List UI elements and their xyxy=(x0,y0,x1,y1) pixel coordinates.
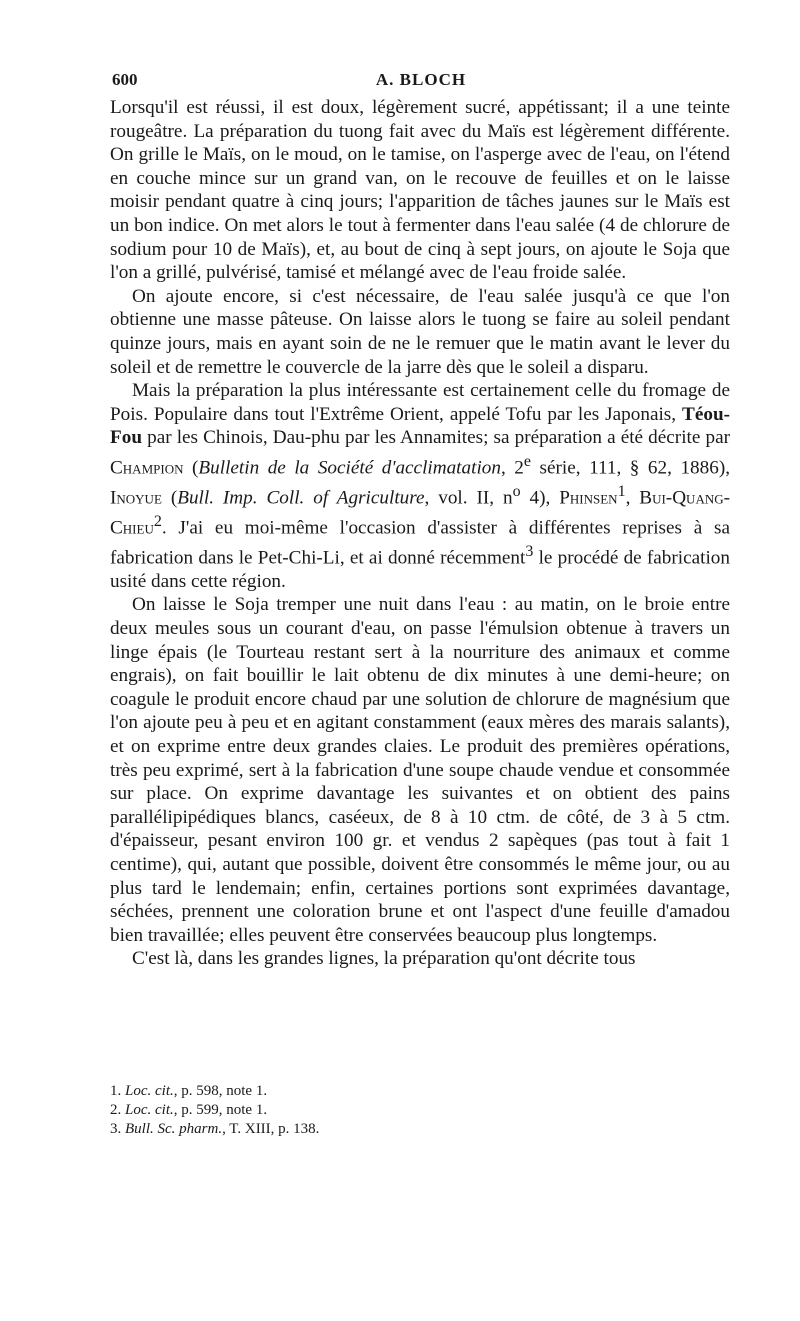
footnote-number: 3. xyxy=(110,1121,122,1137)
citation-bulletin: Bulletin de la Société d'acclimatation xyxy=(198,457,501,479)
page-number: 600 xyxy=(112,70,138,89)
text-run: , 2 xyxy=(500,457,524,479)
footnote-citation: Loc. cit. xyxy=(125,1083,174,1099)
author-phinsen: Phinsen xyxy=(559,487,618,509)
paragraph-2: On ajoute encore, si c'est nécessaire, de l'eau salée jusqu'à ce que l'on obtienne une masse pâteuse. On laisse alors le tuong se faire au soleil pendant quinze jours, mais en ayant soin de ne le remuer que le matin avant le lever du soleil et de remettre le couvercle de la jarre dès que le soleil a disparu. xyxy=(110,285,730,378)
footnote-text: , T. XIII, p. 138. xyxy=(222,1121,320,1137)
text-run: 4), xyxy=(520,487,560,509)
paragraph-3 xyxy=(110,379,730,593)
text-run: ( xyxy=(183,457,199,479)
text-run: par les Chinois, Dau-phu par les Annamites; sa préparation a été décrite par xyxy=(142,427,730,449)
footnote-number: 2. xyxy=(110,1102,122,1118)
running-header xyxy=(112,70,730,94)
superscript: o xyxy=(512,482,521,500)
author-inoyue: Inoyue xyxy=(110,487,162,509)
footnote-ref-1: 1 xyxy=(617,482,626,500)
superscript: e xyxy=(523,452,532,470)
footnote-ref-3: 3 xyxy=(525,542,534,560)
footnote-text: , p. 599, note 1. xyxy=(173,1102,268,1118)
footnote-text: , p. 598, note 1. xyxy=(173,1083,268,1099)
text-run: , vol. II, n xyxy=(424,487,513,509)
text-run: . J'ai eu moi-même l'occasion d'assister à différentes reprises à sa fabrication dans le Pet-Chi-Li, et ai donné récemment xyxy=(110,517,730,569)
paragraph-4: On laisse le Soja tremper une nuit dans l'eau : au matin, on le broie entre deux meules sous un courant d'eau, on passe l'émulsion obtenue à travers un linge épais (le Tourteau restant sert à la nourriture des animaux et comme engrais), on fait bouillir le lait obtenu de dix minutes à une demi-heure; on coagule le produit encore chaud par une solution de chlorure de magnésium que l'on ajoute peu à peu et en agitant constamment (eaux mères des marais salants), et on exprime entre deux grandes claies. Le produit des premières opérations, très peu exprimé, sert à la fabrication d'une soupe chaude vendue et consommée sur place. On exprime davantage les suivantes et on obtient des pains parallélipipédiques blancs, caséeux, de 8 à 10 ctm. de côté, de 3 à 5 ctm. d'épaisseur, pesant environ 100 gr. et vendus 2 sapèques (pas tout à fait 1 centime), qui, autant que possible, doivent être consommés le même jour, ou au plus tard le lendemain; enfin, certaines portions sont exprimées davantage, séchées, prennent une coloration brune et ont l'aspect d'une feuille d'amadou bien travaillée; elles peuvent être conservées beaucoup plus longtemps. xyxy=(110,594,730,946)
text-run: , xyxy=(625,487,640,509)
text-run: le procédé de fabrication usité dans cette région. xyxy=(110,547,730,592)
author-champion: Champion xyxy=(110,457,184,479)
body-text xyxy=(110,96,730,971)
paragraph-1: Lorsqu'il est réussi, il est doux, légèrement sucré, appétissant; il a une teinte rougeâtre. La préparation du tuong fait avec du Maïs est légèrement différente. On grille le Maïs, on le moud, on le tamise, on l'asperge avec de l'eau, on l'étend en couche mince sur un grand van, on le recouve de feuilles et on le laisse moisir pendant quatre à cinq jours; l'apparition de tâches jaunes sur le Maïs est un bon indice. On met alors le tout à fermenter dans l'eau salée (4 de chlorure de sodium pour 10 de Maïs), et, au bout de cinq à sept jours, on ajoute le Soja que l'on a grillé, pulvérisé, tamisé et mélangé avec de l'eau froide salée. xyxy=(110,97,730,284)
footnotes xyxy=(110,1082,730,1139)
text-run: ( xyxy=(161,487,178,509)
footnote-2 xyxy=(110,1101,730,1120)
footnote-citation: Bull. Sc. pharm. xyxy=(125,1121,223,1137)
running-title: A. BLOCH xyxy=(375,70,467,89)
text-run: série, 111, § 62, 1886), xyxy=(531,457,731,479)
footnote-ref-2: 2 xyxy=(153,512,162,530)
footnote-citation: Loc. cit. xyxy=(125,1102,174,1118)
citation-bull-imp: Bull. Imp. Coll. of Agriculture xyxy=(177,487,425,509)
paragraph-5: C'est là, dans les grandes lignes, la préparation qu'ont décrite tous xyxy=(132,948,636,970)
footnote-1 xyxy=(110,1082,730,1101)
author-bui-quang-chieu: Bui-Quang-Chieu xyxy=(110,487,731,539)
footnote-number: 1. xyxy=(110,1083,122,1099)
footnote-3 xyxy=(110,1120,730,1139)
text-run: Mais la préparation la plus intéressante est certainement celle du fromage de Pois. Populaire dans tout l'Extrême Orient, appelé Tofu par les Japonais, xyxy=(110,380,730,425)
term-teou-fou: Téou-Fou xyxy=(110,403,730,449)
